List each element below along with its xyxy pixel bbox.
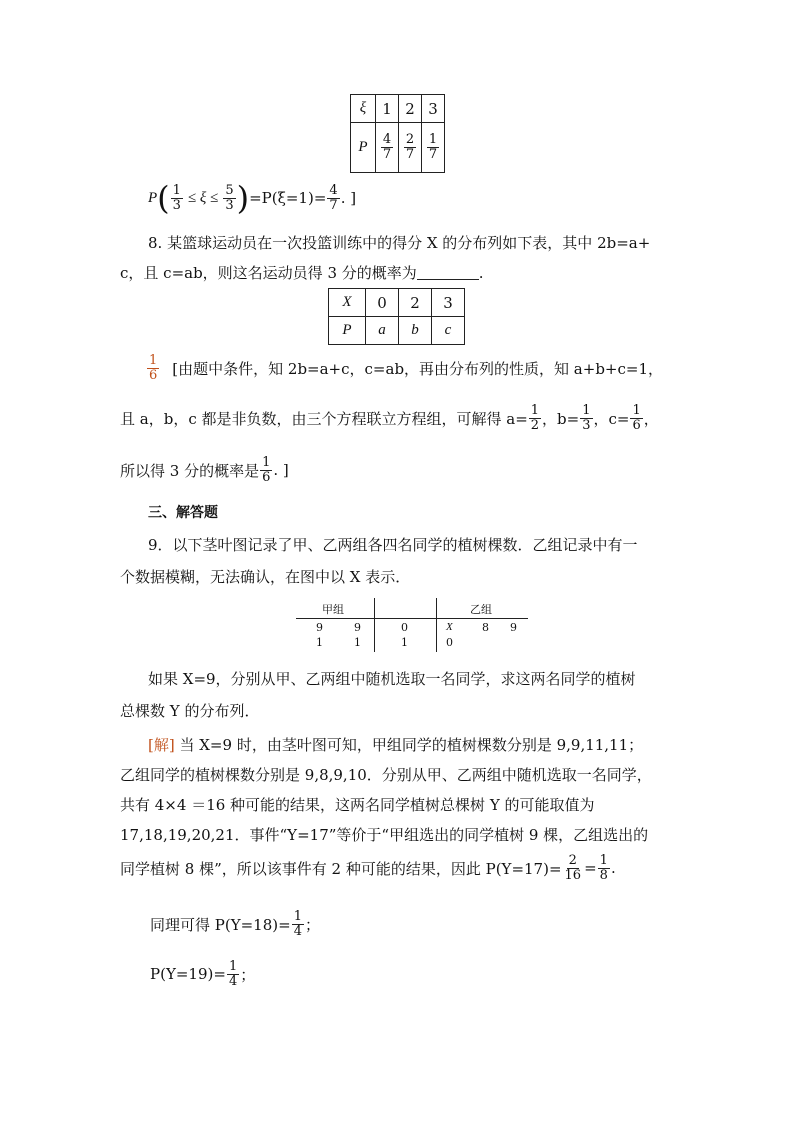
solution-line5 bbox=[120, 848, 616, 888]
text: P(Y=19)= bbox=[150, 965, 226, 983]
fraction: $\frac{1}{7}$ bbox=[428, 132, 438, 162]
q9b-line1: 如果 X=9，分别从甲、乙两组中随机选取一名同学，求这两名同学的植树 bbox=[148, 670, 636, 688]
stem-leaf-plot bbox=[296, 598, 528, 652]
table-cell: ξ bbox=[351, 95, 376, 123]
answer-blank bbox=[417, 265, 479, 280]
text: 且 a，b，c 都是非负数，由三个方程联立方程组，可解得 a= bbox=[120, 409, 528, 428]
leaf: 0 bbox=[446, 636, 453, 649]
table-cell: 2 bbox=[399, 289, 432, 317]
table-cell: c bbox=[432, 317, 465, 345]
text: ； bbox=[240, 965, 256, 984]
text: P bbox=[148, 189, 158, 206]
fraction: $\frac{1}{3}$ bbox=[582, 402, 591, 433]
table-cell: 1 bbox=[376, 95, 399, 123]
text: ≤ ξ ≤ bbox=[187, 189, 219, 206]
table-cell: a bbox=[366, 317, 399, 345]
text: 所以得 3 分的概率是 bbox=[120, 461, 260, 480]
solution-line7 bbox=[150, 954, 255, 994]
table-cell bbox=[399, 123, 422, 173]
fraction: $\frac{4}{7}$ bbox=[382, 132, 392, 162]
table-cell: 0 bbox=[366, 289, 399, 317]
text: = bbox=[584, 859, 597, 877]
text: ， bbox=[643, 409, 659, 428]
fraction: $\frac{5}{3}$ bbox=[225, 182, 234, 213]
text: ，c= bbox=[593, 409, 630, 428]
table-cell: b bbox=[399, 317, 432, 345]
fraction: $\frac{2}{7}$ bbox=[405, 132, 415, 162]
text: . ] bbox=[273, 461, 289, 479]
fraction: $\frac{4}{7}$ bbox=[329, 182, 338, 213]
stem: 0 bbox=[401, 621, 408, 634]
answer8-line2 bbox=[120, 398, 659, 438]
solution-line4: 17,18,19,20,21．事件“Y=17”等价于“甲组选出的同学植树 9 棵，乙组选出的 bbox=[120, 826, 649, 844]
text: ，b= bbox=[542, 409, 580, 428]
divider bbox=[436, 598, 437, 652]
q9b-line2: 总棵数 Y 的分布列． bbox=[120, 702, 260, 720]
right-group-header: 乙组 bbox=[470, 603, 492, 616]
fraction: $\frac{1}{6}$ bbox=[632, 402, 641, 433]
solution-tag: [解] bbox=[148, 736, 175, 754]
table-cell: 3 bbox=[422, 95, 445, 123]
divider bbox=[374, 598, 375, 652]
text: . bbox=[478, 264, 484, 282]
q9-line2: 个数据模糊，无法确认，在图中以 X 表示． bbox=[120, 568, 411, 586]
text: . ] bbox=[340, 189, 357, 207]
leaf: X bbox=[446, 621, 453, 633]
distribution-table-xi bbox=[350, 94, 445, 173]
solution-line1 bbox=[148, 734, 643, 755]
probability-line bbox=[148, 178, 356, 218]
fraction: $\frac{1}{2}$ bbox=[530, 402, 540, 433]
text: ； bbox=[304, 915, 320, 934]
solution-line2: 乙组同学的植树棵数分别是 9,8,9,10．分别从甲、乙两组中随机选取一名同学， bbox=[120, 766, 652, 784]
table-cell bbox=[376, 123, 399, 173]
section-heading: 三、解答题 bbox=[148, 505, 218, 521]
answer8-line3 bbox=[120, 450, 289, 490]
table-cell: P bbox=[329, 317, 366, 345]
text: . bbox=[610, 859, 616, 877]
fraction: $\frac{1}{8}$ bbox=[599, 852, 608, 883]
table-cell: 3 bbox=[432, 289, 465, 317]
leaf: 1 bbox=[354, 636, 361, 649]
leaf: 8 bbox=[482, 621, 489, 634]
left-group-header: 甲组 bbox=[322, 603, 344, 616]
q8-line1: 8. 某篮球运动员在一次投篮训练中的得分 X 的分布列如下表，其中 2b=a+ bbox=[148, 234, 651, 252]
solution-line3: 共有 4×4 ＝16 种可能的结果，这两名同学植树总棵树 Y 的可能取值为 bbox=[120, 796, 595, 814]
table-cell bbox=[422, 123, 445, 173]
divider bbox=[296, 618, 528, 619]
table-cell: P bbox=[351, 123, 376, 173]
answer-fraction: $\frac{1}{6}$ bbox=[149, 352, 158, 383]
text: =P(ξ=1)= bbox=[249, 189, 327, 207]
fraction: $\frac{1}{4}$ bbox=[228, 958, 238, 989]
stem: 1 bbox=[401, 636, 408, 649]
table-cell: 2 bbox=[399, 95, 422, 123]
leaf: 9 bbox=[316, 621, 323, 634]
text: 同理可得 P(Y=18)= bbox=[150, 915, 291, 934]
fraction: $\frac{1}{6}$ bbox=[262, 454, 271, 485]
leaf: 9 bbox=[354, 621, 361, 634]
text: 当 X=9 时，由茎叶图可知，甲组同学的植树棵数分别是 9,9,11,11； bbox=[174, 736, 644, 754]
fraction: $\frac{1}{4}$ bbox=[293, 908, 302, 939]
answer8-line1 bbox=[146, 348, 663, 388]
leaf: 9 bbox=[510, 621, 517, 634]
text: c，且 c=ab，则这名运动员得 3 分的概率为 bbox=[120, 264, 417, 282]
distribution-table-x bbox=[328, 288, 465, 345]
leaf: 1 bbox=[316, 636, 323, 649]
fraction: $\frac{2}{16}$ bbox=[564, 852, 582, 883]
text: 同学植树 8 棵”，所以该事件有 2 种可能的结果，因此 P(Y=17)= bbox=[120, 859, 562, 878]
paren: ) bbox=[236, 179, 250, 217]
solution-line6 bbox=[150, 904, 320, 944]
q9-line1: 9．以下茎叶图记录了甲、乙两组各四名同学的植树棵数．乙组记录中有一 bbox=[148, 536, 638, 554]
text: [由题中条件，知 2b=a+c，c=ab，再由分布列的性质，知 a+b+c=1， bbox=[172, 359, 664, 378]
q8-line2 bbox=[120, 262, 484, 283]
fraction: $\frac{1}{3}$ bbox=[172, 182, 181, 213]
table-cell: X bbox=[329, 289, 366, 317]
paren: ( bbox=[157, 179, 170, 217]
